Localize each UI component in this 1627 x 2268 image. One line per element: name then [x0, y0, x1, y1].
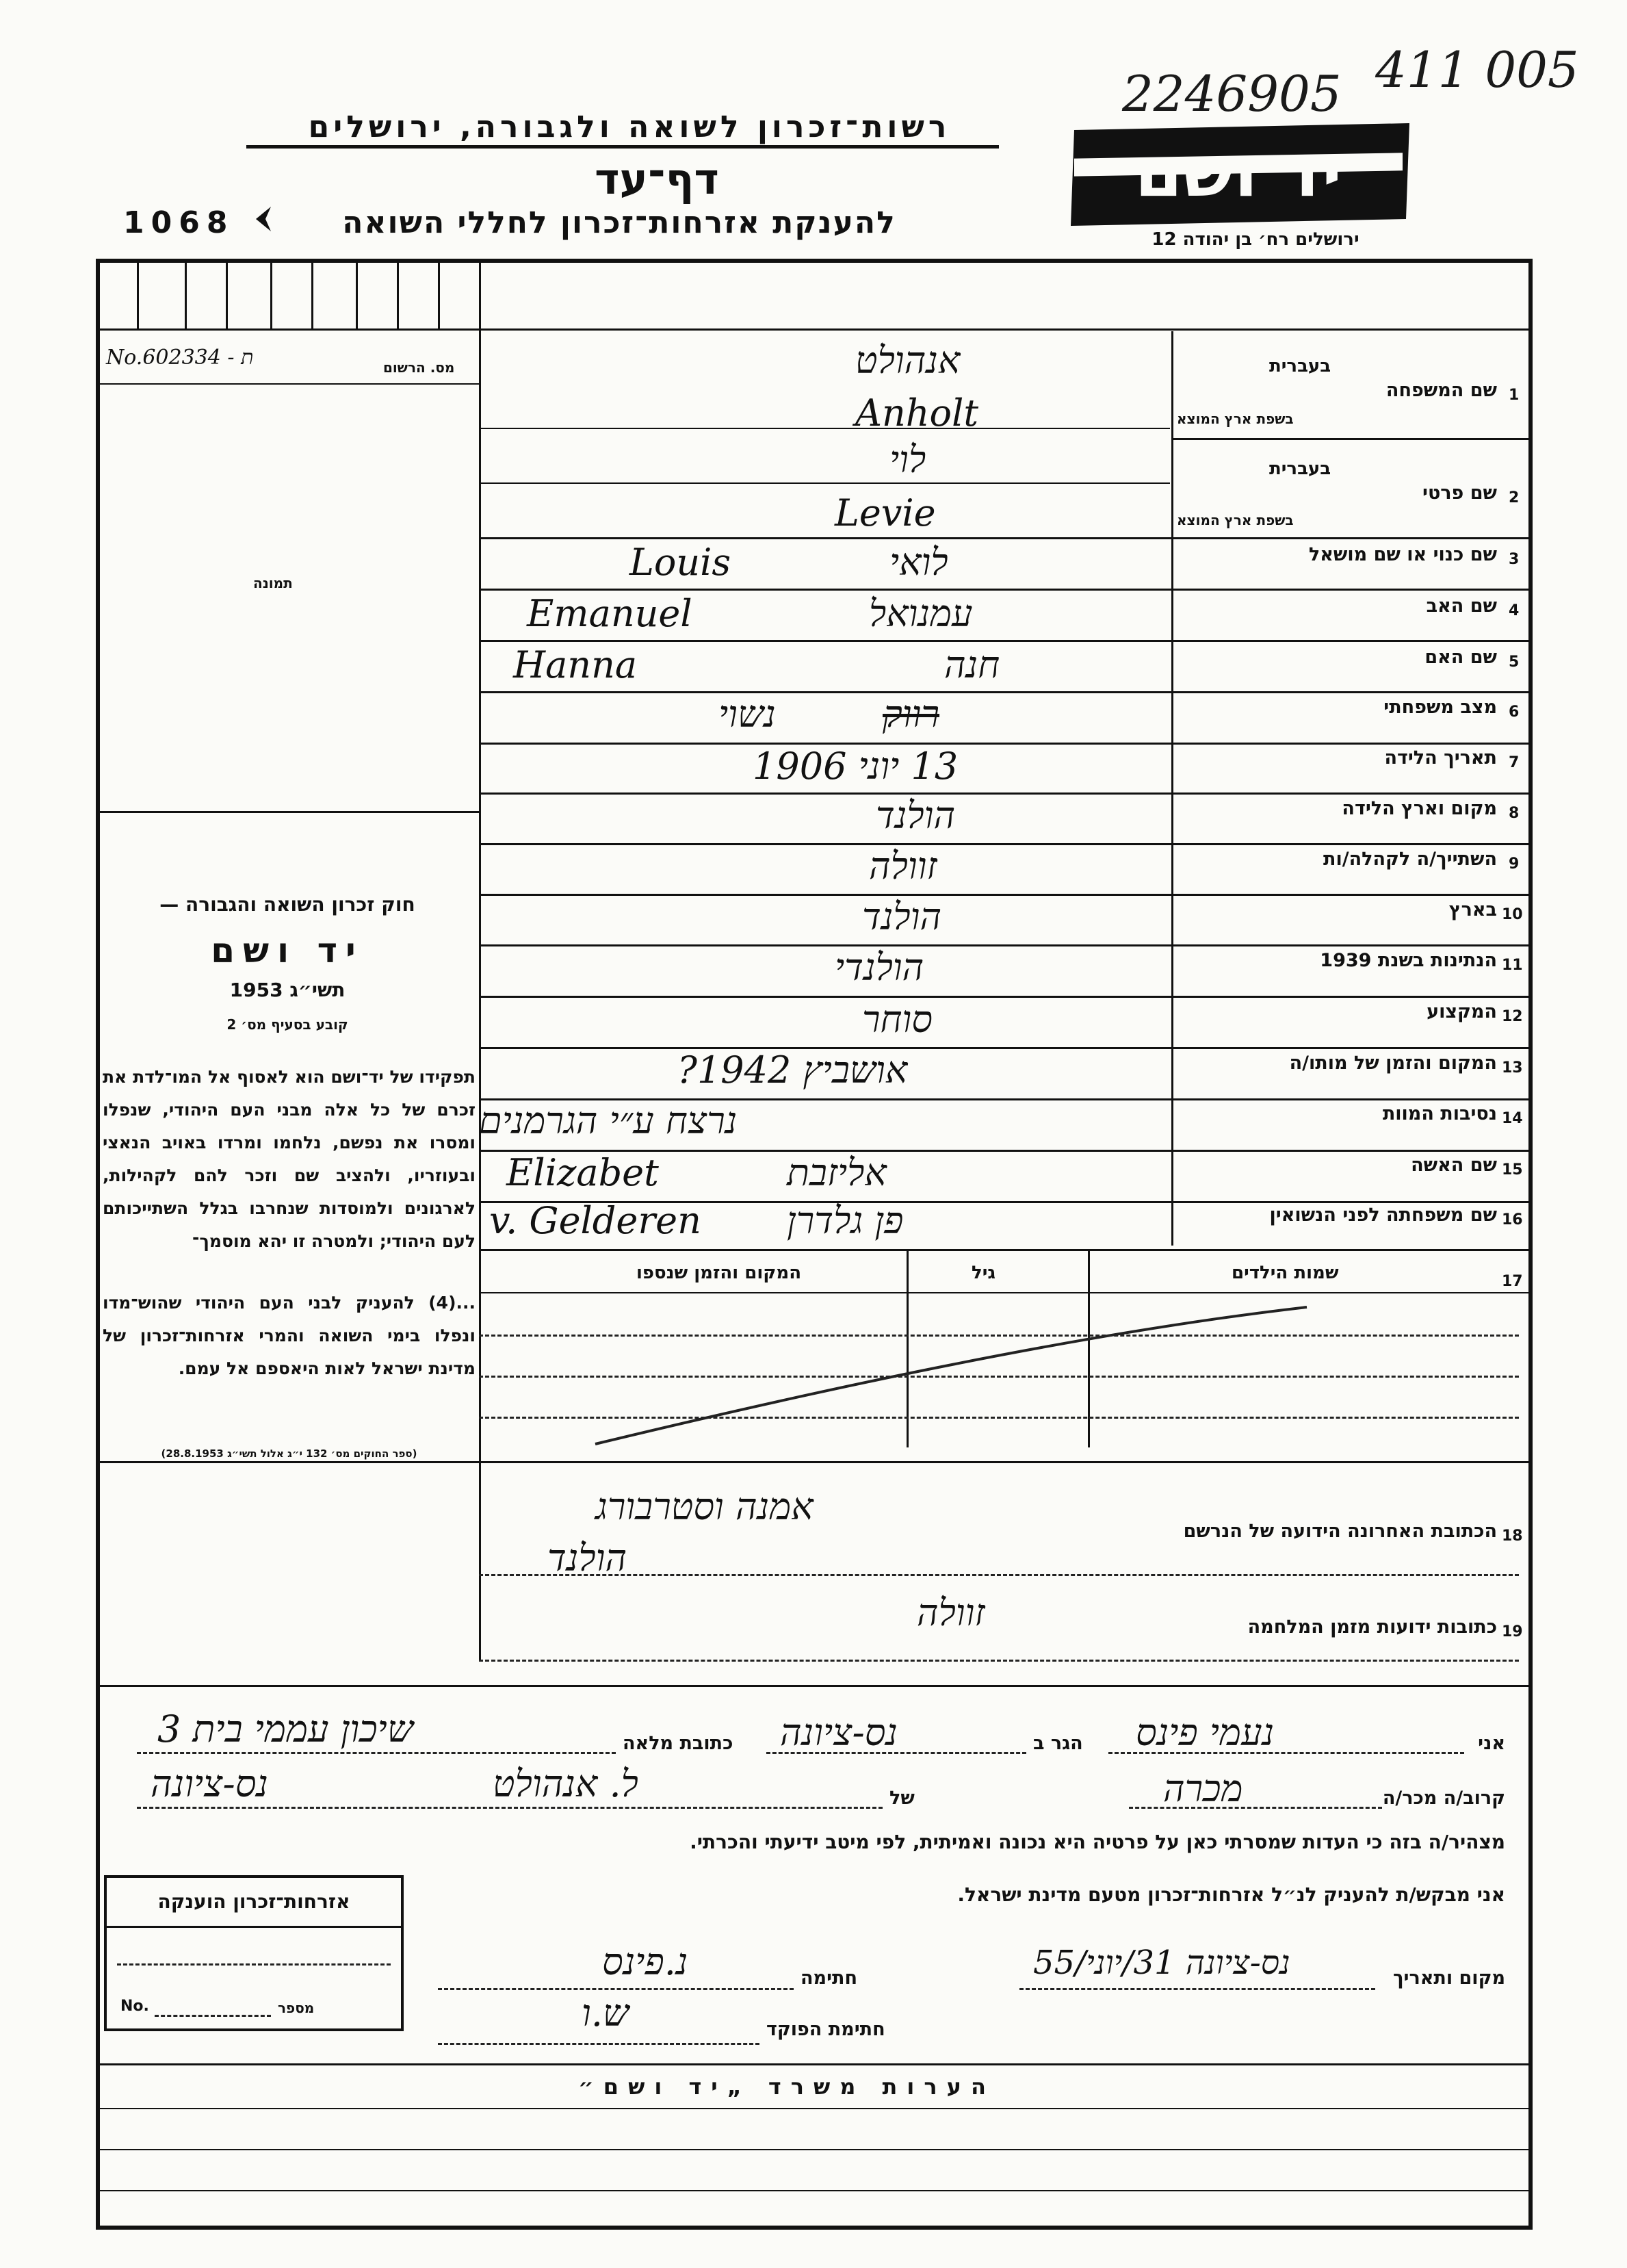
field-18-value: אמנה וסטרבורג: [595, 1485, 814, 1528]
field-11-label: הנתינות בשנת 1939: [1320, 950, 1497, 971]
field-11-number: 11: [1502, 957, 1523, 974]
field-3-number: 3: [1509, 551, 1520, 568]
law-section: קובע בסעיף מס׳ 2: [226, 1016, 348, 1033]
field-3-label: שם כנוי או שם מושאל: [1308, 544, 1497, 565]
full-address-value: שיכון עממי בית 3: [157, 1708, 414, 1751]
children-col-names: שמות הילדים: [1232, 1263, 1339, 1283]
law-year: תשי״ג 1953: [229, 979, 346, 1001]
place-date-label: מקום ותאריך: [1392, 1968, 1505, 1989]
request-text: אני מבקש/ת להעניק לנ״ל אזרחות־זכרון מטעם מדינת ישראל.: [957, 1883, 1505, 1906]
field-2-sub-hebrew: בעברית: [1269, 459, 1331, 479]
field-1-value-latin: Anholt: [855, 391, 979, 435]
resident-value: נס-ציונה: [780, 1711, 898, 1754]
field-4-value-latin: Emanuel: [527, 592, 692, 635]
field-4-number: 4: [1509, 602, 1520, 619]
declarant-name: נעמי פינס: [1136, 1711, 1275, 1754]
field-4-label: שם האב: [1426, 595, 1497, 617]
relative-value: מכרה: [1163, 1767, 1243, 1810]
field-2-label: שם פרטי: [1422, 482, 1497, 504]
law-name: יד ושם: [211, 931, 364, 970]
field-6-value-struck: רווק: [883, 693, 940, 736]
full-address-label: כתובת מלאה: [623, 1733, 733, 1754]
field-14-label: נסיבות המוות: [1382, 1103, 1497, 1124]
authority-line: רשות־זכרון לשואה ולגבורה, ירושלים: [308, 109, 951, 144]
of-value: ל. אנהולט: [493, 1762, 638, 1805]
field-13-value: אושביץ 1942?: [677, 1048, 908, 1092]
field-15-number: 15: [1502, 1161, 1523, 1178]
field-12-label: המקצוע: [1427, 1001, 1497, 1022]
signature-value: נ.פינס: [602, 1940, 688, 1983]
field-14-number: 14: [1502, 1110, 1523, 1127]
yad-vashem-logo: יד ושם: [1060, 123, 1416, 226]
children-strike-line: [588, 1293, 1314, 1451]
field-15-value-latin: Elizabet: [506, 1151, 659, 1194]
field-8-number: 8: [1509, 805, 1520, 822]
office-notes-title: הערות משרד „יד ושם״: [578, 2074, 995, 2100]
registration-number: No.602334 - ת: [106, 346, 254, 370]
field-9-number: 9: [1509, 855, 1520, 873]
photo-label: תמונה: [253, 575, 293, 591]
feather-icon: [252, 205, 272, 233]
declarant-label: אני: [1478, 1733, 1505, 1754]
field-5-label: שם האם: [1424, 647, 1497, 668]
field-16-number: 16: [1502, 1211, 1523, 1228]
of-city: נס-ציונה: [151, 1762, 268, 1805]
field-4-value: עמנואל: [869, 592, 973, 635]
field-19-label: כתובות ידועות מזמן המלחמה: [1247, 1616, 1497, 1638]
field-13-number: 13: [1502, 1059, 1523, 1077]
law-title: חוק זכרון השואה והגבורה —: [159, 893, 415, 916]
field-19-number: 19: [1502, 1623, 1523, 1640]
registration-label: מס. הרשום: [383, 359, 455, 376]
field-7-value: 13 יוני 1906: [753, 745, 959, 788]
place-date-value: נס-ציונה 31/יוני/55: [1033, 1944, 1290, 1982]
field-9-value: זוולה: [869, 845, 937, 888]
field-18-label: הכתובת האחרונה הידועה של הנרשם: [1183, 1521, 1497, 1542]
field-11-value: הולנדי: [835, 946, 924, 989]
field-12-number: 12: [1502, 1008, 1523, 1025]
field-1-sub-origin: בשפת ארץ המוצא: [1177, 411, 1294, 427]
children-col-place: המקום והזמן שנספו: [636, 1263, 802, 1283]
field-6-label: מצב משפחתי: [1383, 697, 1497, 718]
law-reference: (ספר החוקים מס׳ 132 י״ג אלול תשי״ג 28.8.1953): [161, 1447, 417, 1460]
field-2-value: לוי: [889, 438, 926, 481]
children-col-age: גיל: [972, 1263, 996, 1283]
archive-number: 2246905: [1122, 65, 1342, 123]
citizenship-stamp-box: [104, 1875, 404, 2031]
field-1-label: שם המשפחה: [1385, 380, 1497, 401]
field-16-label: שם משפחתה לפני הנשואין: [1269, 1204, 1497, 1226]
declaration-text: מצהיר/ה בזה כי העדות שמסרתי כאן על פרטיה היא נכונה ואמיתית, לפי מיטב ידיעתי והכרתי.: [690, 1831, 1505, 1853]
form-title: דף־עד: [595, 154, 719, 204]
of-label: של: [889, 1788, 915, 1809]
field-15-value: אליזבת: [787, 1151, 887, 1194]
field-2-sub-origin: בשפת ארץ המוצא: [1177, 512, 1294, 528]
law-text: תפקידו של יד־ושם הוא לאסוף אל המו־לדת את זכרם של כל אלה מבני העם היהודי, שנפלו ומסרו את נפשם, נלחמו ומרדו באויב הנאצי ובעוזריו, ולהציב שם וזכר להם לקהילות, לארגונים ולמוסדות שנחרבו בגלל השתייכותם לעם היהודי; ולמטרה זו יהא מוסמך־: [103, 1067, 476, 1251]
field-10-number: 10: [1502, 906, 1523, 923]
field-9-label: השתייך/ה לקהלה/ות: [1323, 849, 1497, 870]
field-1-number: 1: [1509, 387, 1520, 404]
logo-address: ירושלים רח׳ בן יהודה 12: [1151, 229, 1359, 250]
field-16-value-latin: v. Gelderen: [489, 1199, 701, 1242]
signature-label: חתימה: [801, 1968, 858, 1989]
field-16-value: פן גלדרן: [787, 1199, 904, 1242]
field-3-value-latin: Louis: [629, 541, 731, 584]
field-14-value: נרצח ע״י הגרמנים: [479, 1099, 738, 1142]
field-3-value: לואי: [889, 541, 948, 584]
field-13-label: המקום והזמן של מותו/ה: [1289, 1053, 1497, 1074]
field-6-number: 6: [1509, 704, 1520, 721]
field-15-label: שם האשה: [1411, 1155, 1497, 1176]
form-code: 1068: [123, 205, 235, 240]
stamp-no-label: No.: [120, 1998, 149, 2015]
resident-label: הגר ב: [1033, 1733, 1083, 1754]
form-frame-right: [1528, 259, 1533, 2230]
field-8-label: מקום וארץ הלידה: [1342, 798, 1497, 819]
item-number: 411 005: [1375, 41, 1579, 99]
field-10-value: הולנד: [862, 895, 942, 938]
law-text-clause: ...(4) להעניק לבני העם היהודי שהוש־מדו ונפלו בימי השואה והמרי אזרחות־זכרון של מדינת ישראל לאות היאספם אל עמם.: [103, 1293, 476, 1378]
field-19-value: זוולה: [917, 1591, 985, 1634]
field-8-value: הולנד: [876, 794, 956, 837]
stamp-title: אזרחות־זכרון הוענקה: [157, 1890, 350, 1913]
field-2-number: 2: [1509, 489, 1520, 506]
officer-signature-value: ש.ו: [582, 1992, 629, 2035]
field-1-sub-hebrew: בעברית: [1269, 356, 1331, 376]
field-1-value: אנהולט: [855, 339, 961, 382]
form-frame-left: [96, 259, 100, 2230]
field-7-label: תאריך הלידה: [1384, 747, 1497, 769]
field-17-number: 17: [1502, 1273, 1523, 1290]
officer-signature-label: חתימת הפוקד: [766, 2019, 885, 2040]
field-12-value: סוחר: [862, 998, 933, 1041]
field-18-value-country: הולנד: [547, 1536, 627, 1580]
form-subtitle: להענקת אזרחות־זכרון לחללי השואה: [342, 205, 896, 240]
field-6-value: נשוי: [718, 693, 776, 736]
field-10-label: בארץ: [1448, 899, 1497, 920]
relative-label: קרוב/ה מכר/ה: [1382, 1788, 1505, 1809]
field-18-number: 18: [1502, 1528, 1523, 1545]
field-5-value-latin: Hanna: [513, 643, 638, 686]
field-5-number: 5: [1509, 654, 1520, 671]
field-7-number: 7: [1509, 754, 1520, 771]
field-2-value-latin: Levie: [835, 491, 936, 534]
stamp-number-label: מספר: [278, 2000, 315, 2016]
field-5-value: חנה: [944, 643, 1000, 686]
